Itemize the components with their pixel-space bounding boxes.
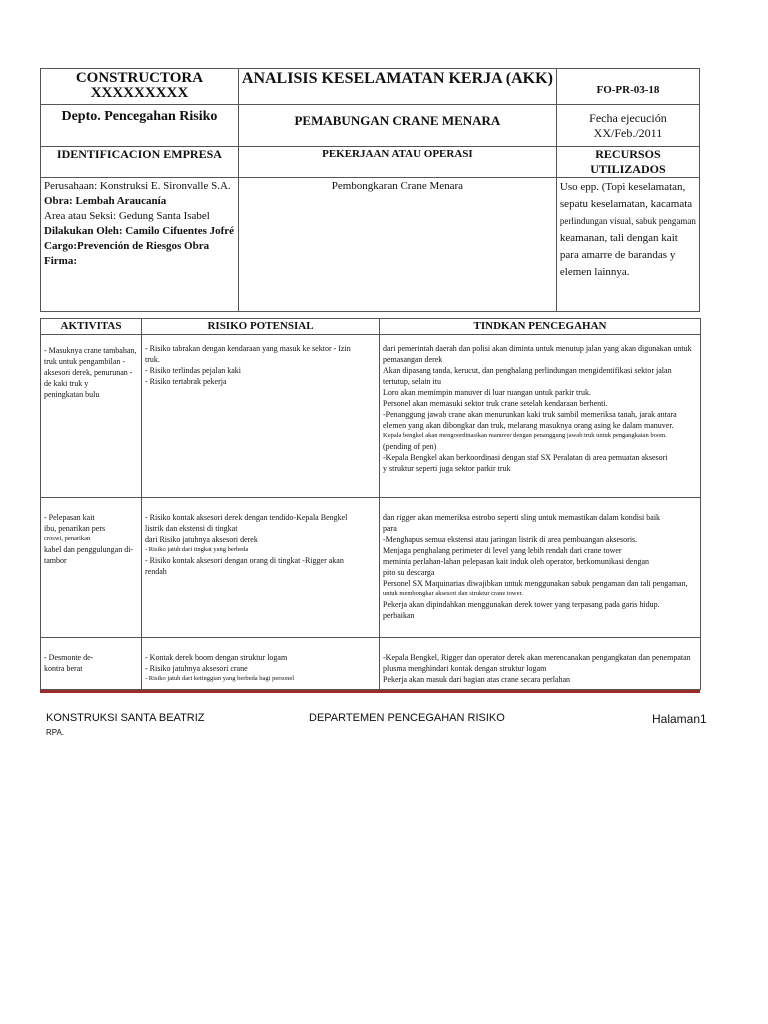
risk-line: - Risiko jatuh dari tingkat yang berbeda xyxy=(145,546,249,553)
risk-line: - Risiko kontak aksesori derek dengan tendido-Kepala Bengkel xyxy=(145,513,348,522)
company-cell xyxy=(41,69,239,105)
done-by-line: Dilakukan Oleh: Camilo Cifuentes Jofré xyxy=(44,225,235,237)
activity-line: - Desmonte de- xyxy=(44,653,94,662)
prevention-cell xyxy=(380,638,701,690)
company-name: XXXXXXXXX xyxy=(90,85,189,101)
activity-line: truk untuk pengambilan - xyxy=(44,357,126,366)
resources-line: sepatu keselamatan, kacamata xyxy=(559,198,693,210)
prevention-line: dari pemerintah daerah dan polisi akan diminta untuk menutup jalan yang akan digunakan untuk xyxy=(383,344,692,353)
prevention-line: Pekerja akan masuk dari bagian atas crane secara perlahan xyxy=(383,675,571,684)
risk-line: - Kontak derek boom dengan struktur logam xyxy=(145,653,288,662)
risk-line: - Risiko tabrakan dengan kendaraan yang masuk ke sektor - Izin xyxy=(145,344,351,353)
prevention-line: -Kepala Bengkel akan berkoordinasi dengan staf SX Peralatan di area pemuatan aksesori xyxy=(383,453,668,462)
activity-line: - Masuknya crane tambahan, xyxy=(44,346,137,355)
prevention-line: Personel SX Maquinarias diwajibkan untuk menggunakan sabuk pengaman dan tali pengaman, xyxy=(383,579,688,588)
department-cell xyxy=(41,105,239,147)
prevention-line: Akan dipasang tanda, kerucut, dan penghalang perlindungan mengidentifikasi sektor jalan xyxy=(383,366,672,375)
prevention-line: plusma menghindari kontak dengan struktur logam xyxy=(383,664,547,673)
operation-cell xyxy=(238,178,556,312)
resources-line: perlindungan visual, sabuk pengaman xyxy=(559,216,696,226)
date-label: Fecha ejecución xyxy=(589,111,667,125)
resources-line: Uso epp. (Topi keselamatan, xyxy=(559,181,686,193)
col-header-company: IDENTIFICACION EMPRESA xyxy=(41,147,239,178)
company-info-cell xyxy=(41,178,239,312)
col-header-operation: PEKERJAAN ATAU OPERASI xyxy=(238,147,556,178)
risk-line: dari Risiko jatuhnya aksesori derek xyxy=(145,535,258,544)
date-cell xyxy=(556,105,699,147)
footer-company-sub: RPA. xyxy=(46,728,65,737)
prevention-line: Personel akan memasuki sektor truk crane setelah kendaraan berhenti. xyxy=(383,399,608,408)
prevention-line: para xyxy=(383,524,397,533)
activity-line: tambor xyxy=(44,556,67,565)
activity-line: croswi, penarikan xyxy=(44,535,91,542)
prevention-line: Pekerja akan dipindahkan menggunakan derek tower yang terpasang pada garis hidup. xyxy=(383,600,660,609)
prevention-line: Kepala bengkel akan mengoordinasikan manuver dengan penanggung jawab truk untuk pengangkatan boom. xyxy=(383,432,667,439)
form-code-cell xyxy=(556,69,699,105)
activity-cell xyxy=(41,335,142,498)
resources-line: keamanan, tali dengan kait xyxy=(559,232,678,244)
prevention-cell xyxy=(380,335,701,498)
table-row xyxy=(41,335,701,498)
risk-line: - Risiko kontak aksesori dengan orang di tingkat -Rigger akan xyxy=(145,556,344,565)
activity-line: ibu, penarikan pers xyxy=(44,524,106,533)
title-cell xyxy=(238,69,556,105)
activity-line: aksesori derek, penurunan - xyxy=(44,368,133,377)
date-value: XX/Feb./2011 xyxy=(593,126,663,140)
prevention-line: pemasangan derek xyxy=(383,355,443,364)
form-code: FO-PR-03-18 xyxy=(596,84,660,96)
risk-line: truk. xyxy=(145,355,160,364)
activity-cell xyxy=(41,638,142,690)
document-title: ANALISIS KESELAMATAN KERJA (AKK) xyxy=(241,70,553,87)
prevention-line: perbaikan xyxy=(383,611,415,620)
col-header-prevention: TINDKAN PENCEGAHAN xyxy=(380,319,701,335)
activity-line: - Pelepasan kait xyxy=(44,513,95,522)
prevention-line: -Penanggung jawab crane akan menurunkan kaki truk sambil memeriksa tanah, jarak antara xyxy=(383,410,677,419)
footer-company: KONSTRUKSI SANTA BEATRIZ xyxy=(46,712,205,724)
activity-line: peningkatan bulu xyxy=(44,390,100,399)
activity-line: de kaki truk y xyxy=(44,379,89,388)
risk-line: listrik dan ekstensi di tingkat xyxy=(145,524,238,533)
prevention-line: -Menghapus semua ekstensi atau jaringan listrik di area pembuangan aksesoris. xyxy=(383,535,638,544)
activity-line: kabel dan penggulungan di- xyxy=(44,545,134,554)
activity-line: kontra berat xyxy=(44,664,83,673)
role-line: Cargo:Prevención de Riesgos Obra xyxy=(44,240,210,252)
prevention-line: Loro akan memimpin manuver di luar ruangan untuk parkir truk. xyxy=(383,388,591,397)
resources-line: para amarre de barandas y xyxy=(559,249,676,261)
col-header-resources: RECURSOS UTILIZADOS xyxy=(556,147,699,178)
footer-page-number: Halaman1 xyxy=(652,712,707,726)
work-site-line: Obra: Lembah Araucanía xyxy=(44,195,167,207)
department-label: Depto. Pencegahan Risiko xyxy=(61,109,218,124)
risk-line: - Risiko jatuh dari ketinggian yang berbeda bagi personel xyxy=(145,675,295,682)
col-header-activity: AKTIVITAS xyxy=(41,319,142,335)
header-table xyxy=(40,68,700,312)
prevention-line: untuk membongkar aksesori dan struktur crane tower. xyxy=(383,590,523,597)
prevention-line: Menjaga penghalang perimeter di level yang lebih rendah dari crane tower xyxy=(383,546,622,555)
activity-table xyxy=(40,318,701,690)
activity-cell xyxy=(41,498,142,638)
prevention-line: y struktur seperti juga sektor parkir truk xyxy=(383,464,511,473)
area-line: Area atau Seksi: Gedung Santa Isabel xyxy=(44,210,210,222)
col-header-risk: RISIKO POTENSIAL xyxy=(142,319,380,335)
resources-cell xyxy=(556,178,699,312)
prevention-line: dan rigger akan memeriksa estrobo seperti sling untuk memastikan dalam kondisi baik xyxy=(383,513,661,522)
operation-title: PEMABUNGAN CRANE MENARA xyxy=(294,113,501,128)
table-row xyxy=(41,638,701,690)
footer-divider xyxy=(40,690,700,693)
risk-cell xyxy=(142,638,380,690)
table-row xyxy=(41,498,701,638)
company-line: Perusahaan: Konstruksi E. Sironvalle S.A. xyxy=(44,180,231,192)
prevention-line: -Kepala Bengkel, Rigger dan operator derek akan merencanakan pengangkatan dan penempatan xyxy=(383,653,691,662)
signature-line: Firma: xyxy=(44,255,77,267)
prevention-line: elemen yang akan dibongkar dan truk, melarang masuknya orang asing ke dalam manuver. xyxy=(383,421,674,430)
prevention-line: (pending of pen) xyxy=(383,442,437,451)
risk-line: - Risiko terlindas pejalan kaki xyxy=(145,366,241,375)
prevention-line: tertutup, selain itu xyxy=(383,377,441,386)
company-label: CONSTRUCTORA xyxy=(75,70,204,86)
risk-cell xyxy=(142,335,380,498)
prevention-line: meminta perlahan-lahan pelepasan kait induk oleh operator, berkomunikasi dengan xyxy=(383,557,650,566)
risk-cell xyxy=(142,498,380,638)
subtitle-cell xyxy=(238,105,556,147)
prevention-line: pito su descarga xyxy=(383,568,435,577)
prevention-cell xyxy=(380,498,701,638)
risk-line: - Risiko jatuhnya aksesori crane xyxy=(145,664,248,673)
risk-line: rendah xyxy=(145,567,167,576)
operation-text: Pembongkaran Crane Menara xyxy=(331,180,464,192)
resources-line: elemen lainnya. xyxy=(559,266,630,278)
risk-line: - Risiko tertabrak pekerja xyxy=(145,377,227,386)
footer-department: DEPARTEMEN PENCEGAHAN RISIKO xyxy=(309,712,505,724)
